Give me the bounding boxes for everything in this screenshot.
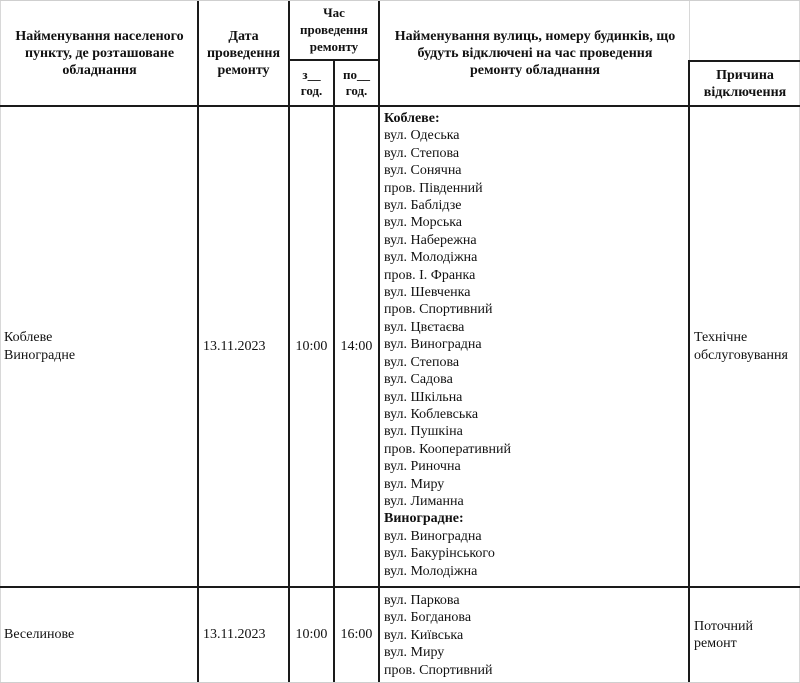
street-item: пров. І. Франка [384, 267, 476, 283]
table-border-top [0, 0, 800, 1]
header-locality [2, 2, 197, 105]
street-item: вул. Богданова [384, 610, 472, 626]
street-item: вул. Шевченка [384, 285, 471, 301]
header-time-from-text: з__ год. [300, 67, 323, 98]
street-item: вул. Миру [384, 645, 445, 661]
street-item: вул. Степова [384, 145, 460, 161]
row1-time-to [335, 107, 378, 586]
street-item: вул. Баблідзе [384, 198, 462, 214]
street-item: вул. Коблевська [384, 406, 479, 422]
header-time [290, 4, 378, 59]
header-date [199, 2, 288, 105]
table-border-left [0, 0, 1, 683]
street-item: пров. Кооперативний [384, 441, 511, 457]
row2-streets [384, 592, 684, 679]
street-item: вул. Лиманна [384, 493, 464, 509]
header-time-from [290, 61, 333, 105]
header-time-to-text: по__ год. [343, 67, 370, 98]
reason-text: Технічне [694, 330, 748, 346]
locality-name: Коблеве [4, 330, 53, 346]
header-time-text: Час проведення ремонту [300, 5, 368, 54]
street-item: вул. Садова [384, 372, 453, 388]
row1-date [203, 107, 288, 586]
column-divider [378, 0, 380, 683]
time-from-value: 10:00 [295, 627, 328, 643]
header-streets [382, 10, 688, 96]
column-divider [688, 61, 690, 683]
town-heading: Коблеве: [384, 111, 440, 126]
date-value: 13.11.2023 [203, 338, 266, 354]
header-reason-text: Причина відключення [703, 67, 787, 100]
street-item: вул. Риночна [384, 459, 461, 475]
time-to-value: 16:00 [340, 627, 373, 643]
locality-name: Веселинове [4, 627, 75, 643]
header-streets-text: Найменування вулиць, номеру будинків, що будуть відключені на час проведення ремонту обладнання [394, 28, 676, 78]
row1-time-from [290, 107, 333, 586]
street-item: вул. Миру [384, 476, 445, 492]
street-item: вул. Молодіжна [384, 250, 478, 266]
street-item: вул. Одеська [384, 128, 460, 144]
street-item: вул. Шкільна [384, 389, 463, 405]
street-item: пров. Спортивний [384, 662, 493, 678]
street-item: пров. Південний [384, 180, 483, 196]
header-date-text: Дата проведення ремонту [206, 29, 281, 78]
row2-locality [4, 588, 196, 682]
row2-time-to [335, 588, 378, 682]
row2-time-from [290, 588, 333, 682]
street-item: вул. Сонячна [384, 163, 462, 179]
row2-date [203, 588, 288, 682]
reason-text: Поточний [694, 618, 754, 634]
street-item: вул. Молодіжна [384, 563, 478, 579]
street-item: вул. Виноградна [384, 528, 482, 544]
street-item: вул. Пушкіна [384, 424, 463, 440]
date-value: 13.11.2023 [203, 627, 266, 643]
street-item: пров. Спортивний [384, 302, 493, 318]
row2-reason [694, 588, 800, 682]
row1-reason [694, 107, 800, 586]
street-item: вул. Цвєтаєва [384, 319, 465, 335]
street-item: вул. Набережна [384, 232, 477, 248]
locality-name: Виноградне [4, 347, 76, 363]
time-from-value: 10:00 [295, 338, 328, 354]
street-item: вул. Виноградна [384, 337, 482, 353]
street-item: вул. Морська [384, 215, 463, 231]
header-reason [690, 62, 800, 105]
header-locality-text: Найменування населеного пункту, де розташоване обладнання [15, 29, 184, 78]
reason-text: ремонт [694, 636, 737, 651]
row1-locality [4, 107, 196, 586]
column-divider [689, 0, 690, 61]
street-item: вул. Паркова [384, 593, 460, 608]
street-item: вул. Бакурінського [384, 546, 495, 562]
street-item: вул. Київська [384, 627, 464, 643]
town-heading: Виноградне: [384, 511, 464, 527]
reason-text: обслуговування [694, 347, 788, 363]
row1-streets [384, 110, 684, 580]
header-time-to [335, 61, 378, 105]
street-item: вул. Степова [384, 354, 460, 370]
time-to-value: 14:00 [340, 338, 373, 354]
